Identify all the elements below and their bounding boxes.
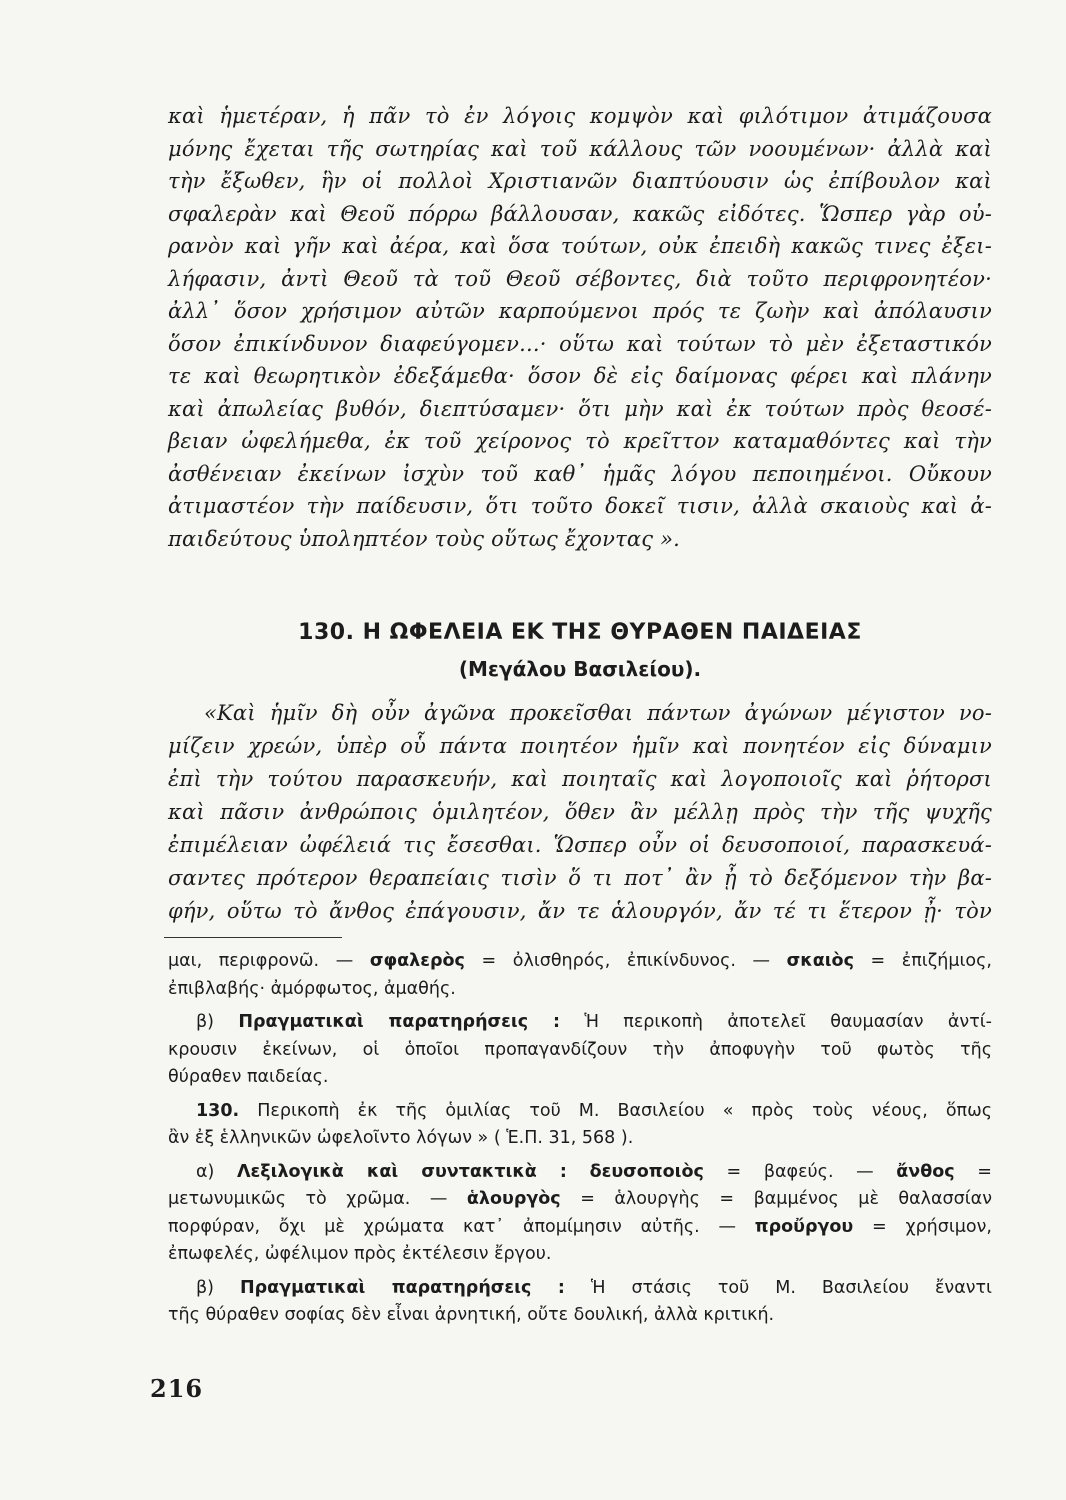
- section-subheading: (Μεγάλου Βασιλείου).: [458, 657, 702, 681]
- main-text: [168, 100, 992, 555]
- note-line: μαι, περιφρονῶ. — σφαλερὸς = ὀλισθηρός, ἐπικίνδυνος. — σκαιὸς = ἐπιζήμιος,: [168, 951, 992, 971]
- section-text: [168, 697, 992, 928]
- note-line: ἐπωφελές, ὠφέλιμον πρὸς ἐκτέλεσιν ἔργου.: [168, 1244, 552, 1264]
- text-line: τε καὶ θεωρητικὸν ἐδεξάμεθα· ὅσον δὲ εἰς δαίμονας φέρει καὶ πλάνην: [168, 364, 992, 388]
- note-line: τῆς θύραθεν σοφίας δὲν εἶναι ἀρνητική, οὔτε δουλική, ἀλλὰ κριτική.: [168, 1305, 775, 1325]
- text-line: τὴν ἔξωθεν, ἣν οἱ πολλοὶ Χριστιανῶν διαπτύουσιν ὡς ἐπίβουλον καὶ: [168, 169, 992, 193]
- text-line: φήν, οὕτω τὸ ἄνθος ἐπάγουσιν, ἄν τε ἁλουργόν, ἄν τέ τι ἕτερον ᾖ· τὸν: [168, 899, 992, 923]
- text-line: καὶ ἀπωλείας βυθόν, διεπτύσαμεν· ὅτι μὴν καὶ ἐκ τούτων πρὸς θεοσέ-: [168, 396, 992, 421]
- text-line: καὶ πᾶσιν ἀνθρώποις ὁμιλητέον, ὅθεν ἂν μέλλῃ πρὸς τὴν τῆς ψυχῆς: [168, 800, 992, 824]
- section-heading: 130. Η ΩΦΕΛΕΙΑ ΕΚ ΤΗΣ ΘΥΡΑΘΕΝ ΠΑΙΔΕΙΑΣ: [298, 620, 862, 645]
- footnote-divider: [164, 937, 342, 938]
- text-line: ρανὸν καὶ γῆν καὶ ἀέρα, καὶ ὅσα τούτων, οὐκ ἐπειδὴ κακῶς τινες ἐξει-: [168, 234, 992, 258]
- note-line: 130. Περικοπὴ ἐκ τῆς ὁμιλίας τοῦ Μ. Βασιλείου « πρὸς τοὺς νέους, ὅπως: [196, 1100, 992, 1121]
- text-line: βειαν ὠφελήμεθα, ἐκ τοῦ χείρονος τὸ κρεῖττον καταμαθόντες καὶ τὴν: [168, 429, 992, 453]
- commentary-notes: [168, 948, 992, 1330]
- text-line: λήφασιν, ἀντὶ Θεοῦ τὰ τοῦ Θεοῦ σέβοντες, διὰ τοῦτο περιφρονητέον·: [168, 266, 992, 291]
- note-line: θύραθεν παιδείας.: [168, 1067, 329, 1087]
- note-line: β) Πραγματικαὶ παρατηρήσεις : Ἡ στάσις τοῦ Μ. Βασιλείου ἔναντι: [196, 1277, 992, 1298]
- text-line: καὶ ἡμετέραν, ἡ πᾶν τὸ ἐν λόγοις κομψὸν καὶ φιλότιμον ἀτιμάζουσα: [168, 104, 992, 128]
- text-line: μόνης ἔχεται τῆς σωτηρίας καὶ τοῦ κάλλους τῶν νοουμένων· ἀλλὰ καὶ: [168, 136, 992, 161]
- text-line: ὅσον ἐπικίνδυνον διαφεύγομεν...· οὕτω καὶ τούτων τὸ μὲν ἐξεταστικόν: [168, 331, 992, 356]
- note-line: β) Πραγματικαὶ παρατηρήσεις : Ἡ περικοπὴ ἀποτελεῖ θαυμασίαν ἀντί-: [196, 1012, 992, 1032]
- text-line: σαντες πρότερον θεραπείαις τισὶν ὅ τι ποτ᾽ ἂν ᾖ τὸ δεξόμενον τὴν βα-: [168, 866, 992, 890]
- note-line: ἂν ἐξ ἑλληνικῶν ὠφελοῖντο λόγων » ( Ἑ.Π. 31, 568 ).: [168, 1128, 634, 1148]
- text-line: ἐπιμέλειαν ὠφέλειά τις ἔσεσθαι. Ὥσπερ οὖν οἱ δευσοποιοί, παρασκευά-: [168, 833, 992, 857]
- text-line: ἀλλ᾽ ὅσον χρήσιμον αὐτῶν καρπούμενοι πρός τε ζωὴν καὶ ἀπόλαυσιν: [168, 299, 992, 323]
- note-line: πορφύραν, ὄχι μὲ χρώματα κατ᾽ ἀπομίμησιν αὐτῆς. — προὔργου = χρήσιμον,: [168, 1216, 992, 1237]
- note-line: ἐπιβλαβής· ἀμόρφωτος, ἀμαθής.: [168, 978, 456, 999]
- text-line: μίζειν χρεών, ὑπὲρ οὗ πάντα ποιητέον ἡμῖν καὶ πονητέον εἰς δύναμιν: [168, 734, 992, 758]
- note-line: α) Λεξιλογικὰ καὶ συντακτικὰ : δευσοποιὸς = βαφεύς. — ἄνθος =: [196, 1161, 992, 1182]
- text-line: ἀσθένειαν ἐκείνων ἰσχὺν τοῦ καθ᾽ ἡμᾶς λόγου πεποιημένοι. Οὔκουν: [168, 461, 992, 486]
- text-line: ἀτιμαστέον τὴν παίδευσιν, ὅτι τοῦτο δοκεῖ τισιν, ἀλλὰ σκαιοὺς καὶ ἀ-: [168, 494, 992, 518]
- page-number: 216: [150, 1374, 204, 1403]
- text-line: σφαλερὰν καὶ Θεοῦ πόρρω βάλλουσαν, κακῶς εἰδότες. Ὥσπερ γὰρ οὐ-: [168, 201, 992, 226]
- text-line: παιδεύτους ὑποληπτέον τοὺς οὕτως ἔχοντας ».: [168, 526, 681, 551]
- note-line: κρουσιν ἐκείνων, οἱ ὁποῖοι προπαγανδίζουν τὴν ἀποφυγὴν τοῦ φωτὸς τῆς: [168, 1039, 992, 1060]
- note-line: μετωνυμικῶς τὸ χρῶμα. — ἁλουργὸς = ἁλουργὴς = βαμμένος μὲ θαλασσίαν: [168, 1189, 992, 1209]
- text-line: «Καὶ ἡμῖν δὴ οὖν ἀγῶνα προκεῖσθαι πάντων ἀγώνων μέγιστον νο-: [204, 701, 992, 725]
- text-line: ἐπὶ τὴν τούτου παρασκευήν, καὶ ποιηταῖς καὶ λογοποιοῖς καὶ ῥήτορσι: [168, 767, 992, 791]
